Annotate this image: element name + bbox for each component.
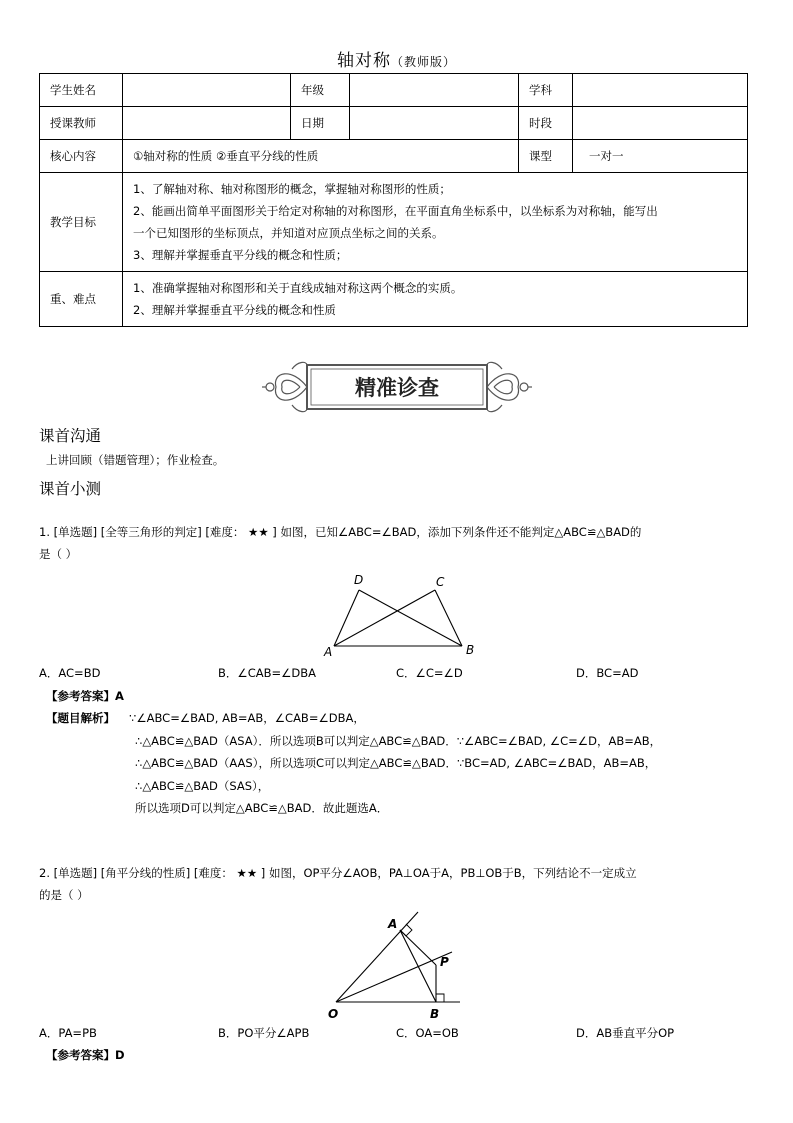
question-line: 1. [单选题] [全等三角形的判定] [难度： ★★ ] 如图，已知∠ABC=∠BAD，添加下列条件还不能判定△ABC≌△BAD的 xyxy=(39,525,642,539)
q2-option-d: D．AB垂直平分OP xyxy=(576,1026,675,1040)
q1-option-c: C．∠C=∠D xyxy=(396,666,463,680)
point-label-p: P xyxy=(440,955,449,969)
point-label-c: C xyxy=(436,575,445,589)
q1-answer: 【参考答案】A xyxy=(46,689,124,703)
table-row xyxy=(40,173,748,272)
review-text: 上讲回顾（错题管理）；作业检查。 xyxy=(46,453,225,467)
page-title xyxy=(0,46,793,71)
question-line: 的是（ ） xyxy=(39,888,89,902)
q1-option-b: B．∠CAB=∠DBA xyxy=(218,666,317,680)
key-points-label: 重、难点 xyxy=(40,272,123,327)
q1-analysis-label: 【题目解析】 xyxy=(46,711,115,725)
segment-ac xyxy=(334,590,435,646)
ray-op xyxy=(336,952,452,1002)
key-points-content xyxy=(123,272,748,327)
analysis-line: ∴△ABC≌△BAD（AAS），所以选项C可以判定△ABC≌△BAD．∵BC=AD, ∠ABC=∠BAD，AB=AB， xyxy=(135,756,657,770)
goals-label: 教学目标 xyxy=(40,173,123,272)
key-line: 1、准确掌握轴对称图形和关于直线成轴对称这两个概念的实质。 xyxy=(133,281,463,295)
core-content-label: 核心内容 xyxy=(40,140,123,173)
date-value xyxy=(350,107,519,140)
subject-label: 学科 xyxy=(519,74,573,107)
ray-oa xyxy=(336,912,418,1002)
period-label: 时段 xyxy=(519,107,573,140)
table-row xyxy=(40,272,748,327)
segment-cb xyxy=(435,590,462,646)
segment-db xyxy=(359,590,462,646)
date-label: 日期 xyxy=(291,107,350,140)
question-line: 是（ ） xyxy=(39,547,78,561)
lesson-type-value: 一对一 xyxy=(573,140,748,173)
student-name-value xyxy=(123,74,291,107)
teacher-label: 授课教师 xyxy=(40,107,123,140)
segment-ab xyxy=(400,930,436,1002)
info-table xyxy=(39,73,748,327)
q2-answer: 【参考答案】D xyxy=(46,1048,125,1062)
section-banner xyxy=(262,357,532,417)
question-1-stem xyxy=(39,521,759,565)
lesson-type-label: 课型 xyxy=(519,140,573,173)
period-value xyxy=(573,107,748,140)
question-line: 2. [单选题] [角平分线的性质] [难度： ★★ ] 如图，OP平分∠AOB，PA⊥OA于A，PB⊥OB于B，下列结论不一定成立 xyxy=(39,866,637,880)
analysis-line: ∴△ABC≌△BAD（SAS）， xyxy=(135,779,270,793)
q2-option-b: B．PO平分∠APB xyxy=(218,1026,310,1040)
core-content-value: ①轴对称的性质 ②垂直平分线的性质 xyxy=(123,140,519,173)
q2-option-a: A．PA=PB xyxy=(39,1026,97,1040)
goal-line: 1、了解轴对称、轴对称图形的概念，掌握轴对称图形的性质； xyxy=(133,182,451,196)
grade-label: 年级 xyxy=(291,74,350,107)
point-label-a: A xyxy=(388,917,398,931)
grade-value xyxy=(350,74,519,107)
analysis-line: 所以选项D可以判定△ABC≌△BAD．故此题选A． xyxy=(135,801,389,815)
title-main: 轴对称 xyxy=(336,51,391,71)
goals-content xyxy=(123,173,748,272)
q1-option-d: D．BC=AD xyxy=(576,666,639,680)
goal-line: 2、能画出简单平面图形关于给定对称轴的对称图形，在平面直角坐标系中，以坐标系为对称轴，能写出 xyxy=(133,204,658,218)
banner-title: 精准诊查 xyxy=(355,376,439,400)
teacher-value xyxy=(123,107,291,140)
goal-line: 3、理解并掌握垂直平分线的概念和性质； xyxy=(133,248,348,262)
key-line: 2、理解并掌握垂直平分线的概念和性质 xyxy=(133,303,336,317)
point-label-a: A xyxy=(324,645,333,659)
point-label-o: O xyxy=(328,1007,339,1021)
section-heading: 课首沟通 xyxy=(39,427,102,445)
subject-value xyxy=(573,74,748,107)
section-heading: 课首小测 xyxy=(39,480,102,498)
analysis-line: ∵∠ABC=∠BAD, AB=AB，∠CAB=∠DBA， xyxy=(129,711,365,725)
title-sub: （教师版） xyxy=(390,55,456,69)
table-row xyxy=(40,140,748,173)
student-name-label: 学生姓名 xyxy=(40,74,123,107)
segment-ad xyxy=(334,590,359,646)
right-angle-mark-b xyxy=(436,994,444,1002)
analysis-line: ∴△ABC≌△BAD（ASA）．所以选项B可以判定△ABC≌△BAD．∵∠ABC=∠BAD, ∠C=∠D，AB=AB， xyxy=(135,734,662,748)
q2-figure xyxy=(322,910,472,1022)
point-label-d: D xyxy=(354,573,364,587)
q1-figure xyxy=(322,570,482,660)
q2-option-c: C．OA=OB xyxy=(396,1026,459,1040)
q1-option-a: A．AC=BD xyxy=(39,666,101,680)
point-label-b: B xyxy=(466,643,475,657)
question-2-stem xyxy=(39,862,759,906)
table-row xyxy=(40,74,748,107)
table-row xyxy=(40,107,748,140)
goal-line: 一个已知图形的坐标顶点，并知道对应顶点坐标之间的关系。 xyxy=(133,226,444,240)
point-label-b: B xyxy=(430,1007,440,1021)
